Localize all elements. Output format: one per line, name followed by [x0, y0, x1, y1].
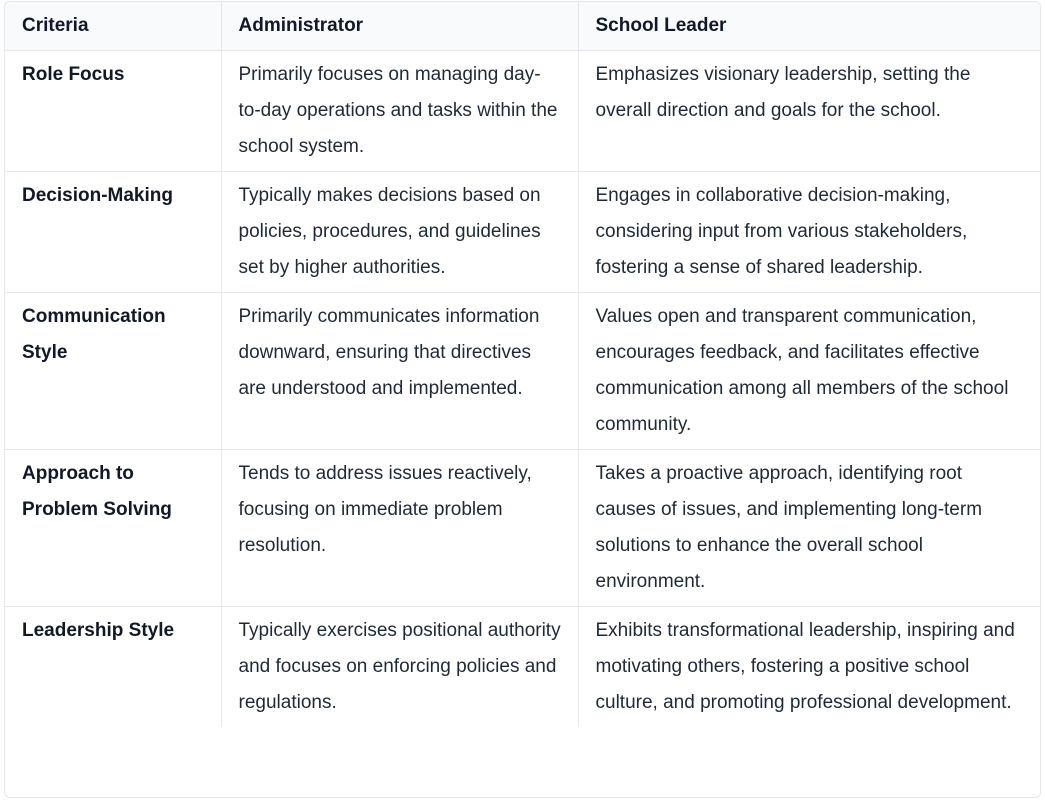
row-criteria-cell: Leadership Style	[5, 607, 221, 728]
row-criteria-cell: Role Focus	[5, 51, 221, 172]
table-body	[5, 51, 1041, 728]
table-row	[5, 293, 1041, 450]
header-school-leader: School Leader	[578, 2, 1041, 51]
row-criteria-cell: Communication Style	[5, 293, 221, 450]
row-criteria-cell: Decision-Making	[5, 172, 221, 293]
table-header	[5, 2, 1041, 51]
row-administrator-cell: Tends to address issues reactively, focusing on immediate problem resolution.	[221, 450, 578, 607]
row-administrator-cell: Primarily communicates information downward, ensuring that directives are understood and implemented.	[221, 293, 578, 450]
row-school-leader-cell: Exhibits transformational leadership, inspiring and motivating others, fostering a positive school culture, and promoting professional development.	[595, 620, 1015, 713]
table-row	[5, 607, 1041, 728]
comparison-table-container	[4, 1, 1041, 798]
table-row	[5, 51, 1041, 172]
row-school-leader-cell: Values open and transparent communication, encourages feedback, and facilitates effective communication among all members of the school community.	[578, 293, 1041, 450]
row-criteria-cell: Approach to Problem Solving	[5, 450, 221, 607]
comparison-table	[5, 2, 1041, 727]
row-administrator-cell: Primarily focuses on managing day-to-day operations and tasks within the school system.	[221, 51, 578, 172]
row-administrator-cell: Typically makes decisions based on policies, procedures, and guidelines set by higher authorities.	[221, 172, 578, 293]
header-row	[5, 2, 1041, 51]
row-administrator-cell: Typically exercises positional authority and focuses on enforcing policies and regulations.	[221, 607, 578, 728]
row-school-leader-cell: Emphasizes visionary leadership, setting the overall direction and goals for the school.	[578, 51, 1041, 172]
row-school-leader-cell: Takes a proactive approach, identifying root causes of issues, and implementing long-term solutions to enhance the overall school environment.	[578, 450, 1041, 607]
row-school-leader-cell: Engages in collaborative decision-making, considering input from various stakeholders, fostering a sense of shared leadership.	[578, 172, 1041, 293]
header-administrator: Administrator	[221, 2, 578, 51]
table-row	[5, 172, 1041, 293]
header-criteria: Criteria	[5, 2, 221, 51]
table-row	[5, 450, 1041, 607]
